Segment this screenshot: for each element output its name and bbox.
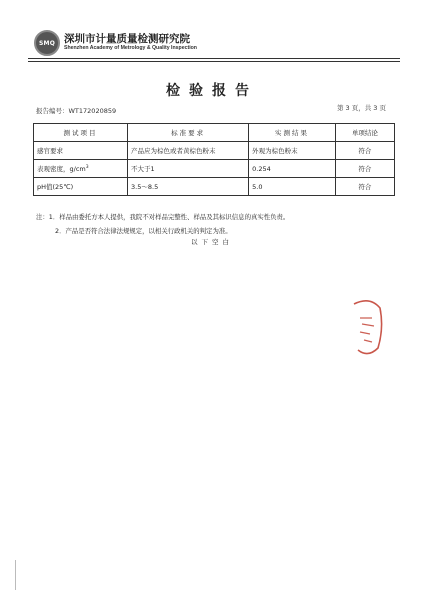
cell-conclusion: 符合 bbox=[335, 178, 394, 196]
institute-name-en: Shenzhen Academy of Metrology & Quality Inspection bbox=[64, 45, 197, 51]
logo-text: SMQ bbox=[39, 39, 55, 47]
table-header-row bbox=[34, 124, 395, 142]
header-rule-thin bbox=[28, 61, 400, 62]
cell-item-wrap bbox=[34, 160, 128, 178]
cell-standard: 3.5～8.5 bbox=[128, 178, 249, 196]
institute-name-cn: 深圳市计量质量检测研究院 bbox=[64, 33, 190, 45]
note-1: 注：1．样品由委托方本人提供，我院不对样品完整性、样品及其标识信息的真实性负责。 bbox=[36, 213, 290, 221]
seal-stamp bbox=[350, 298, 384, 358]
header-item: 测试项目 bbox=[34, 124, 128, 142]
end-of-content-mark: 以下空白 bbox=[191, 238, 233, 246]
table-row bbox=[34, 160, 395, 178]
cell-item: 表观密度，g/cm bbox=[37, 165, 86, 173]
cell-conclusion: 符合 bbox=[335, 160, 394, 178]
page-number: 第 3 页，共 3 页 bbox=[336, 104, 386, 112]
cell-standard: 产品应为棕色或者黄棕色粉末 bbox=[128, 142, 249, 160]
table-row bbox=[34, 178, 395, 196]
header-conclusion: 单项结论 bbox=[335, 124, 394, 142]
header-result: 实测结果 bbox=[249, 124, 336, 142]
cell-item: pH值(25℃) bbox=[34, 178, 128, 196]
cell-result: 5.0 bbox=[249, 178, 336, 196]
institute-logo bbox=[34, 30, 60, 56]
header-rule bbox=[28, 58, 400, 59]
results-table bbox=[33, 123, 395, 196]
cell-result: 0.254 bbox=[249, 160, 336, 178]
header-standard: 标准要求 bbox=[128, 124, 249, 142]
cell-standard: 不大于1 bbox=[128, 160, 249, 178]
cell-item-sup: 3 bbox=[85, 164, 89, 170]
table-row bbox=[34, 142, 395, 160]
cell-item: 感官要求 bbox=[34, 142, 128, 160]
margin-mark bbox=[14, 560, 17, 590]
cell-conclusion: 符合 bbox=[335, 142, 394, 160]
note-2: 2．产品是否符合法律法规规定，以相关行政机关的判定为准。 bbox=[55, 227, 232, 235]
cell-result: 外观为棕色粉末 bbox=[249, 142, 336, 160]
report-number: 报告编号：WT172020859 bbox=[36, 107, 117, 115]
report-title: 检验报告 bbox=[166, 83, 258, 99]
